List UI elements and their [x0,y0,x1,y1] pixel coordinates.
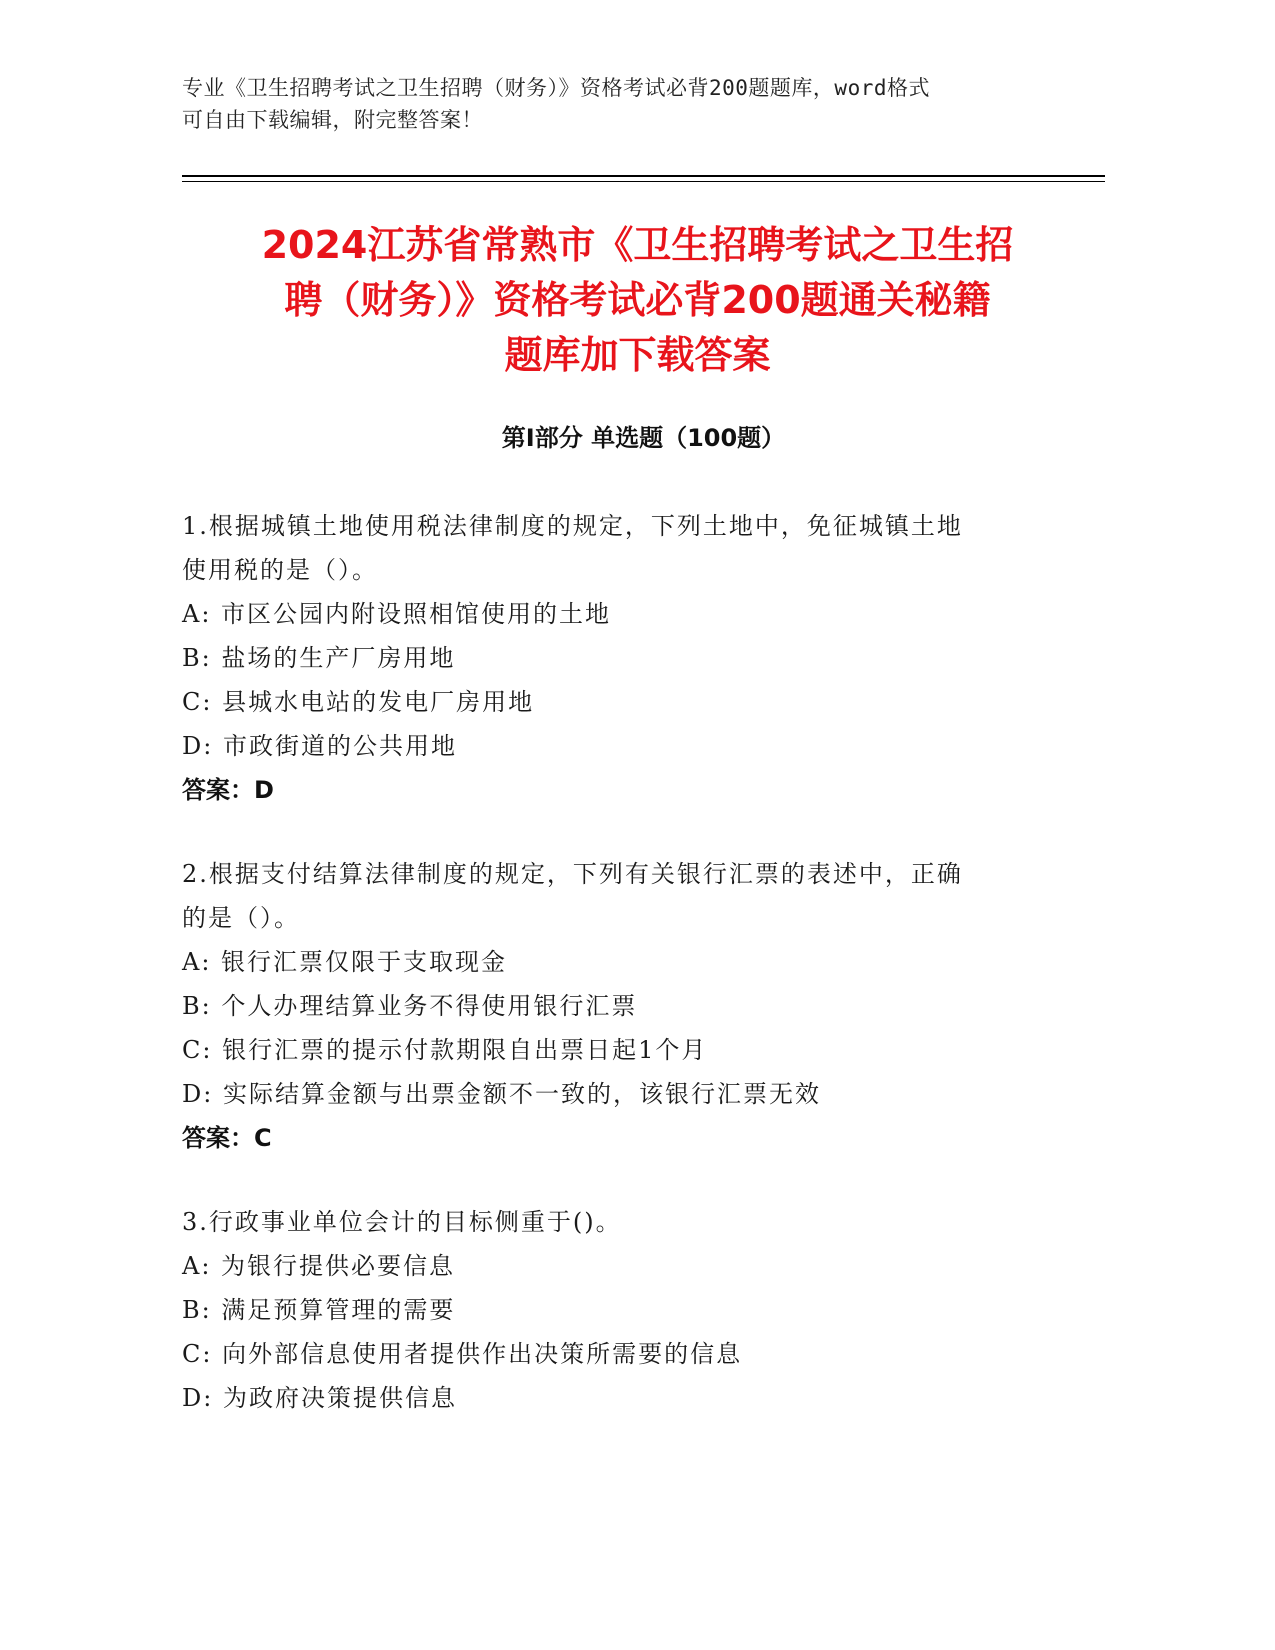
option-d: D: 为政府决策提供信息 [182,1384,457,1412]
option-b: B: 满足预算管理的需要 [182,1296,456,1324]
option-a: A: 银行汇票仅限于支取现金 [182,948,508,976]
title-line-2: 聘（财务）》资格考试必背200题通关秘籍 [284,278,991,322]
option-a: A: 为银行提供必要信息 [182,1252,456,1280]
header-divider-thick [182,175,1105,177]
question-1 [182,504,1082,812]
document-header-note [182,72,1032,136]
question-stem-line-1: 1.根据城镇土地使用税法律制度的规定，下列土地中，免征城镇土地 [182,512,963,540]
answer: 答案：C [182,1124,272,1152]
option-c: C: 向外部信息使用者提供作出决策所需要的信息 [182,1340,743,1368]
question-stem-line-1: 2.根据支付结算法律制度的规定，下列有关银行汇票的表述中，正确 [182,860,963,888]
option-b: B: 个人办理结算业务不得使用银行汇票 [182,992,638,1020]
option-a: A: 市区公园内附设照相馆使用的土地 [182,600,612,628]
header-note-line-2: 可自由下载编辑，附完整答案！ [182,108,483,132]
question-3 [182,1200,1082,1420]
question-stem-line-1: 3.行政事业单位会计的目标侧重于()。 [182,1208,622,1236]
document-title [160,218,1115,383]
header-divider-thin [182,181,1105,182]
answer: 答案：D [182,776,274,804]
title-line-1: 2024江苏省常熟市《卫生招聘考试之卫生招 [261,223,1014,267]
option-b: B: 盐场的生产厂房用地 [182,644,456,672]
header-note-line-1: 专业《卫生招聘考试之卫生招聘（财务）》资格考试必背200题题库，word格式 [182,76,930,100]
question-stem-line-2: 的是（）。 [182,904,300,932]
option-c: C: 县城水电站的发电厂房用地 [182,688,535,716]
question-2 [182,852,1082,1160]
title-line-3: 题库加下载答案 [504,333,771,377]
option-c: C: 银行汇票的提示付款期限自出票日起1个月 [182,1036,708,1064]
option-d: D: 实际结算金额与出票金额不一致的，该银行汇票无效 [182,1080,821,1108]
question-stem-line-2: 使用税的是（）。 [182,556,378,584]
option-d: D: 市政街道的公共用地 [182,732,457,760]
section-heading: 第Ⅰ部分 单选题（100题） [501,424,786,452]
